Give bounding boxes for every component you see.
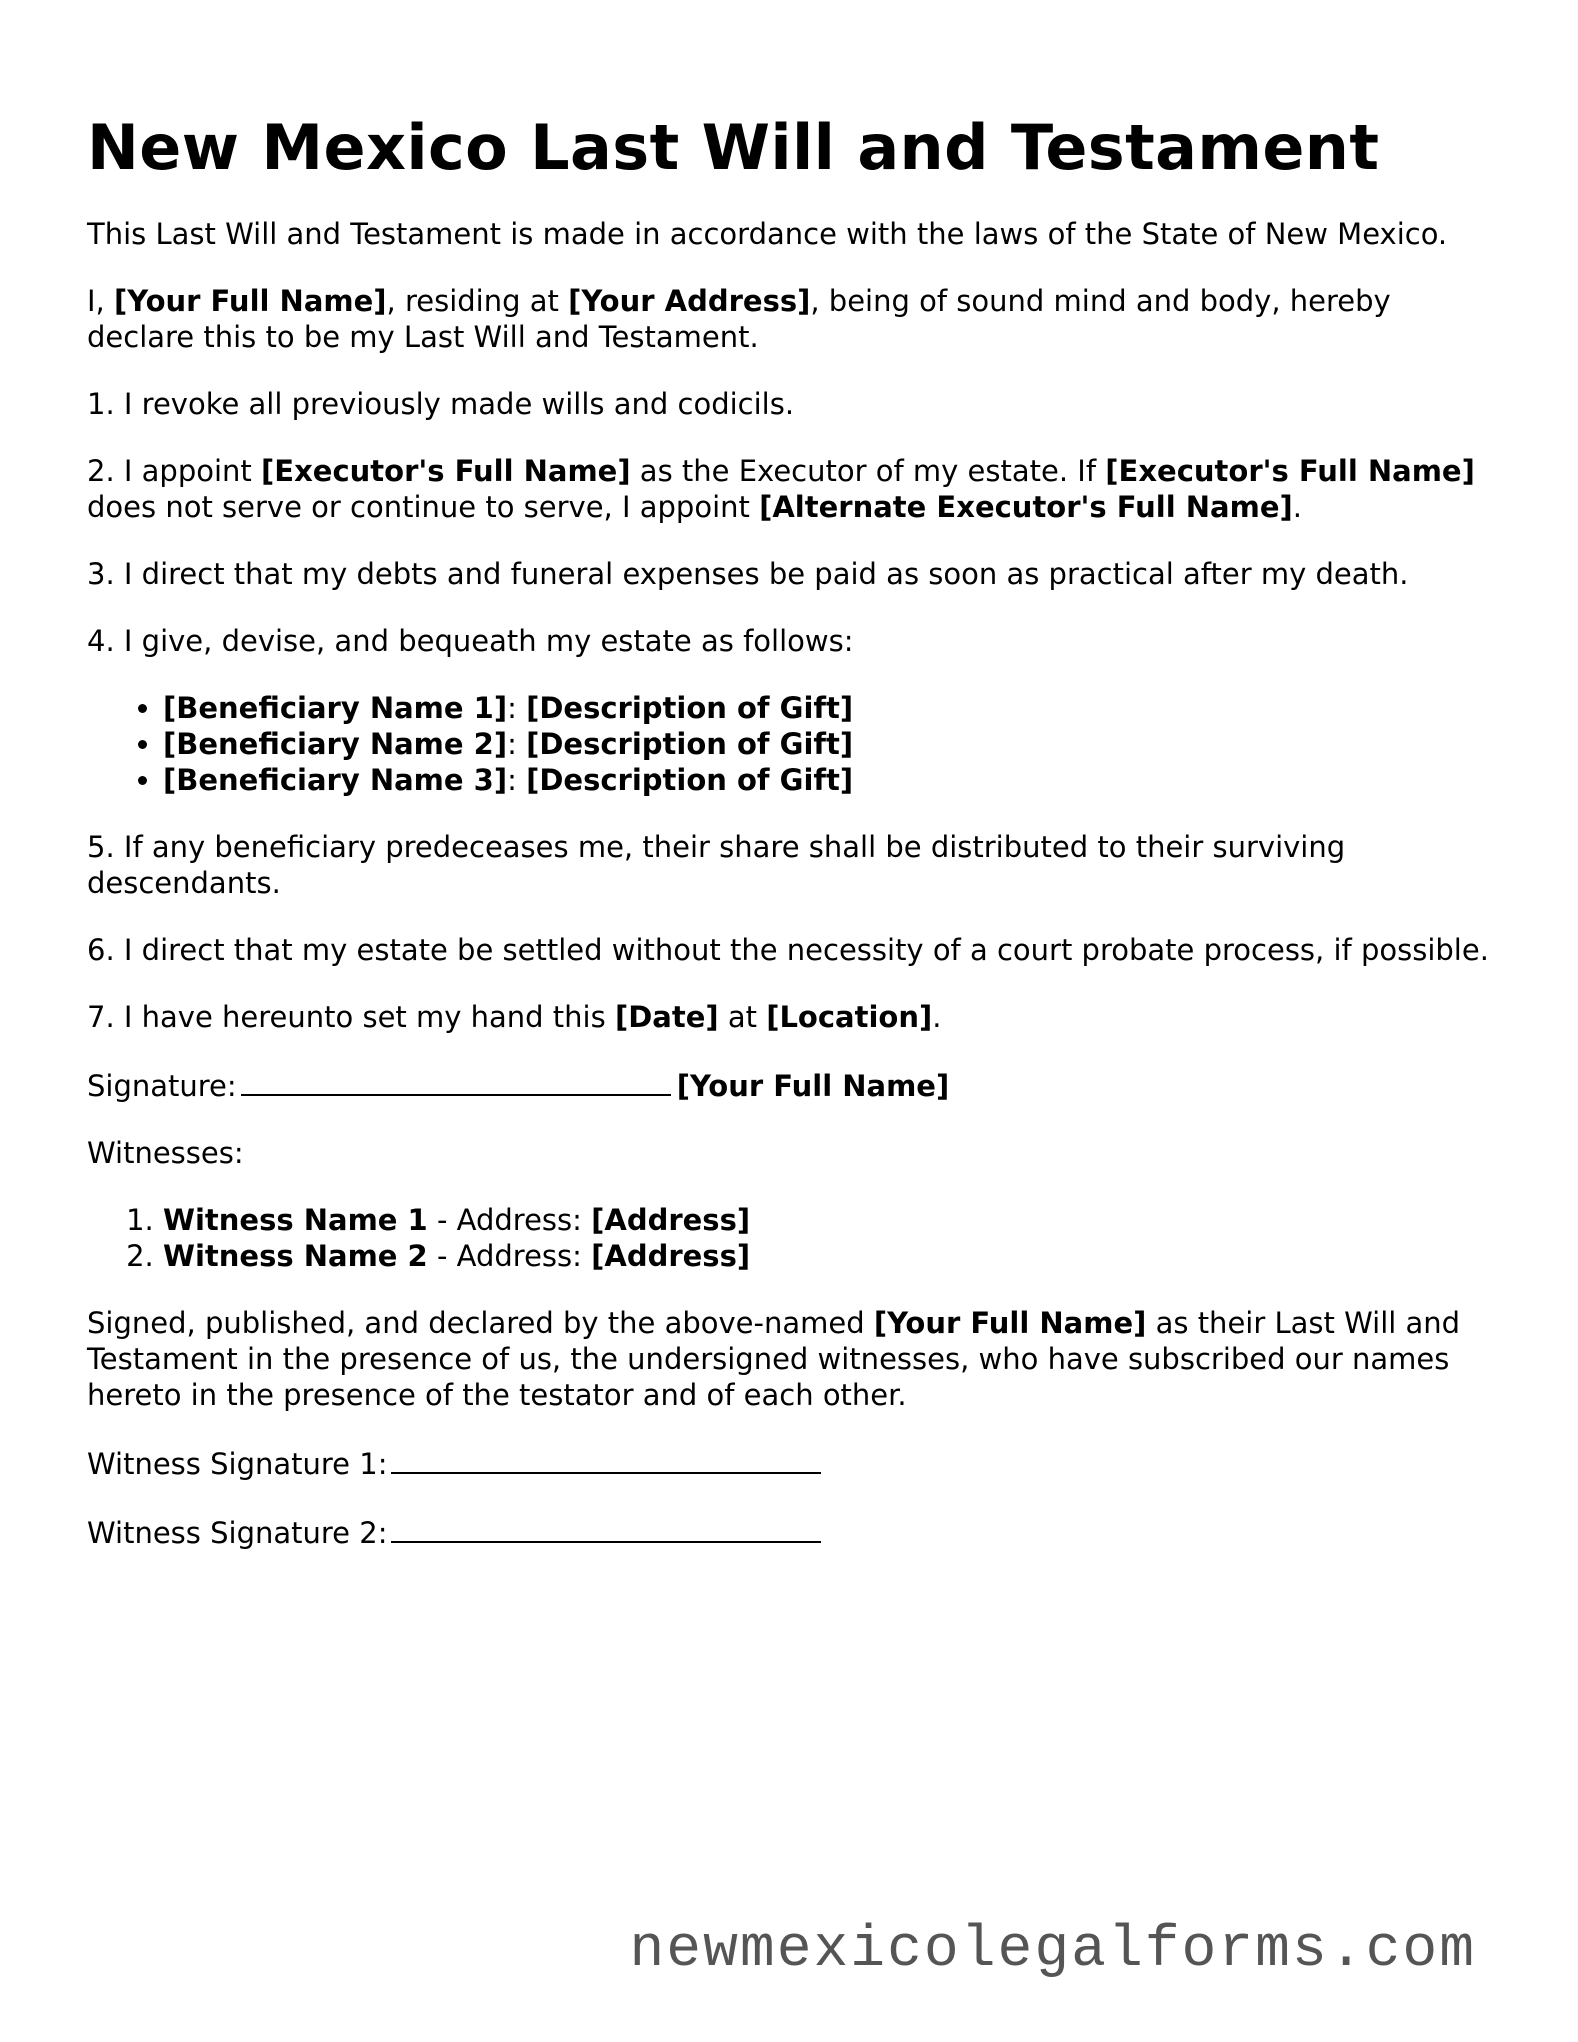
watermark: newmexicolegalforms.com xyxy=(629,1918,1476,1983)
list-item: • [Beneficiary Name 2]: [Description of Gift] xyxy=(163,726,1497,762)
witness-signature-line-2: Witness Signature 2: xyxy=(87,1513,1497,1551)
executor-name-placeholder: [Executor's Full Name] xyxy=(1105,454,1475,488)
witness-signature-line-1: Witness Signature 1: xyxy=(87,1444,1497,1482)
witness-list xyxy=(87,1202,1497,1274)
beneficiary-list xyxy=(87,690,1497,798)
testator-name-placeholder: [Your Full Name] xyxy=(114,284,387,318)
attestation-paragraph: Signed, published, and declared by the above-named [Your Full Name] as their Last Will and Testament in the presence of us, the undersigned witnesses, who have subscribed our names hereto in the presence of the testator and of each other. xyxy=(87,1306,1461,1412)
clause-7: 7. I have hereunto set my hand this [Date] at [Location]. xyxy=(87,1000,942,1034)
witness-signature-blank-2[interactable] xyxy=(391,1513,821,1543)
location-placeholder: [Location] xyxy=(766,1000,933,1034)
testator-address-placeholder: [Your Address] xyxy=(568,284,811,318)
executor-name-placeholder: [Executor's Full Name] xyxy=(261,454,631,488)
document-page xyxy=(87,104,1497,1582)
clause-4: 4. I give, devise, and bequeath my estate as follows: xyxy=(87,624,854,658)
signature-blank[interactable] xyxy=(241,1066,671,1096)
clause-1: 1. I revoke all previously made wills and codicils. xyxy=(87,387,795,421)
clause-6: 6. I direct that my estate be settled without the necessity of a court probate process, if possible. xyxy=(87,933,1489,967)
date-placeholder: [Date] xyxy=(614,1000,719,1034)
testator-name-placeholder: [Your Full Name] xyxy=(873,1306,1147,1340)
signature-name-placeholder: [Your Full Name] xyxy=(676,1069,950,1103)
list-item: 2. Witness Name 2 - Address: [Address] xyxy=(163,1238,1497,1274)
clause-2: 2. I appoint [Executor's Full Name] as the Executor of my estate. If [Executor's Full Name] does not serve or continue to serve, I appoint [Alternate Executor's Full Name]. xyxy=(87,454,1475,524)
clause-3: 3. I direct that my debts and funeral expenses be paid as soon as practical after my death. xyxy=(87,557,1409,591)
list-item: • [Beneficiary Name 1]: [Description of Gift] xyxy=(163,690,1497,726)
intro-paragraph: This Last Will and Testament is made in accordance with the laws of the State of New Mexico. xyxy=(87,217,1448,251)
page-title: New Mexico Last Will and Testament xyxy=(87,111,1380,184)
clause-5: 5. If any beneficiary predeceases me, their share shall be distributed to their surviving descendants. xyxy=(87,830,1346,900)
declaration-paragraph: I, [Your Full Name], residing at [Your Address], being of sound mind and body, hereby declare this to be my Last Will and Testament. xyxy=(87,284,1391,354)
signature-line: Signature: [Your Full Name] xyxy=(87,1066,1497,1104)
alternate-executor-placeholder: [Alternate Executor's Full Name] xyxy=(759,490,1293,524)
witnesses-label: Witnesses: xyxy=(87,1136,244,1170)
witness-signature-blank-1[interactable] xyxy=(391,1444,821,1474)
list-item: 1. Witness Name 1 - Address: [Address] xyxy=(163,1202,1497,1238)
list-item: • [Beneficiary Name 3]: [Description of Gift] xyxy=(163,762,1497,798)
